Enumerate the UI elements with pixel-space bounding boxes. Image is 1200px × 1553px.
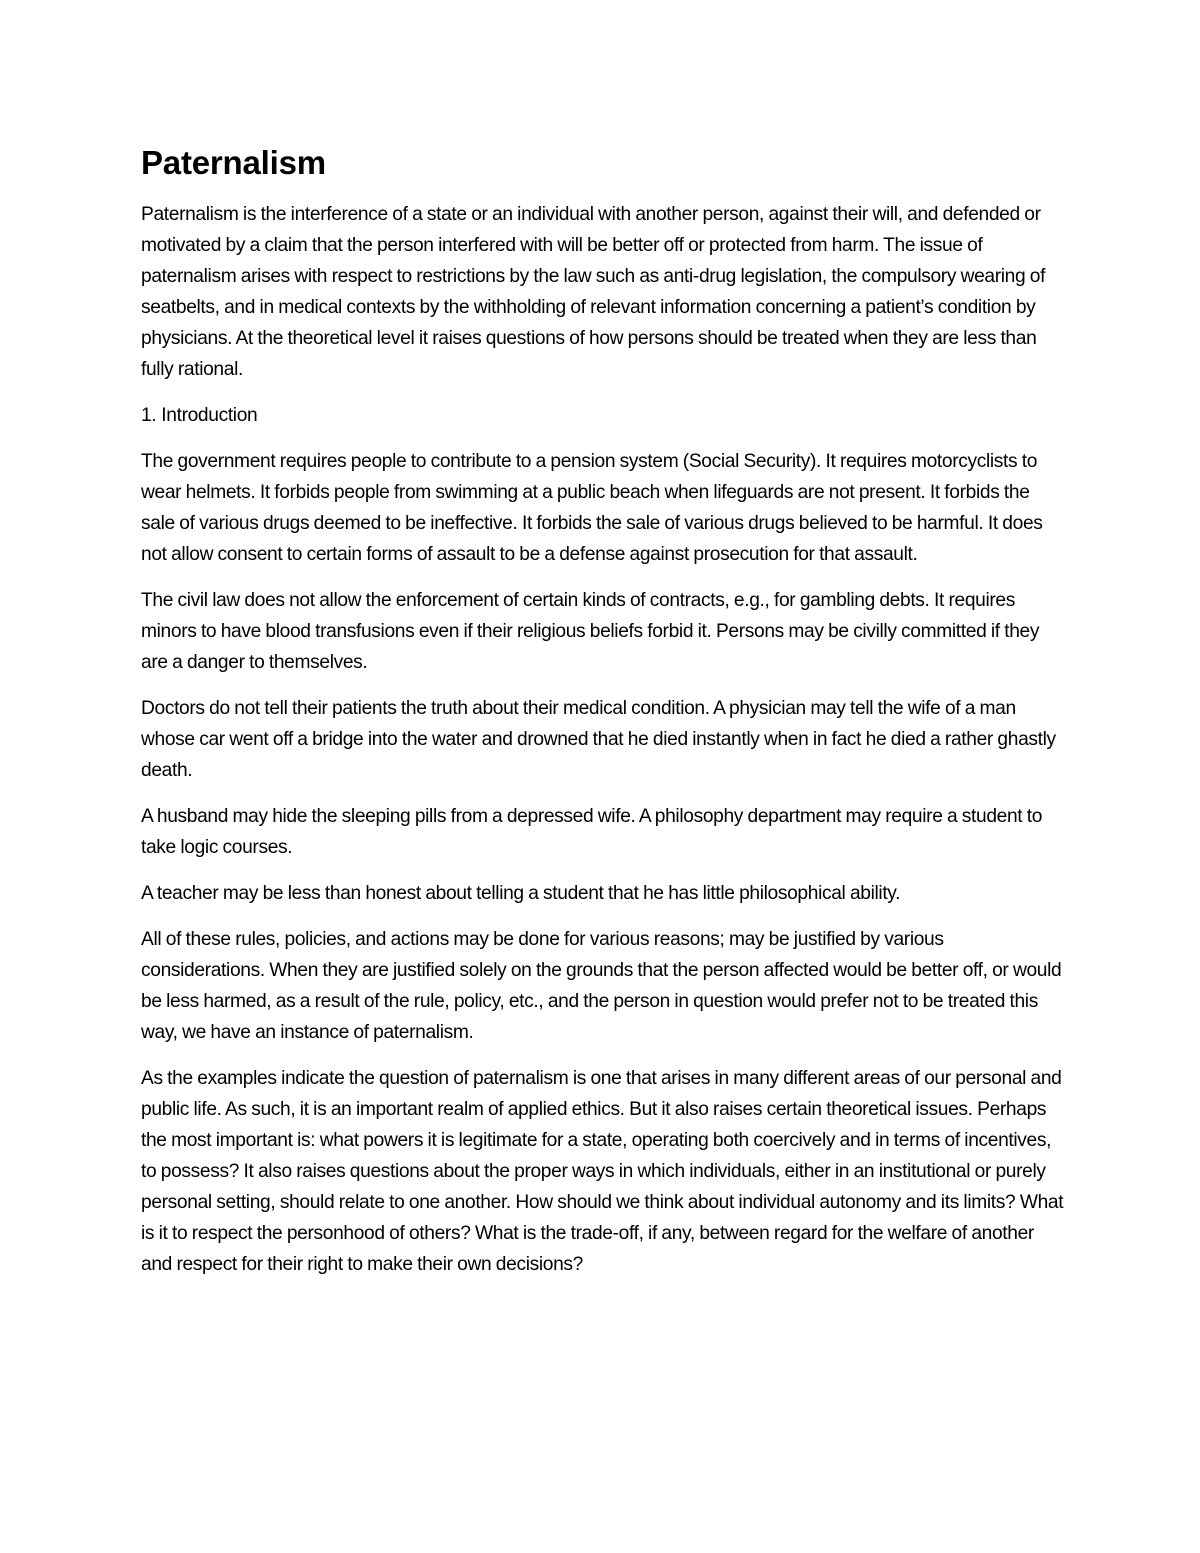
body-paragraph: Doctors do not tell their patients the truth about their medical condition. A physician may tell the wife of a man whose car went off a bridge into the water and drowned that he died instantly when in fact he died a rather ghastly death. <box>141 698 1056 781</box>
body-paragraph: A husband may hide the sleeping pills from a depressed wife. A philosophy department may require a student to take logic courses. <box>141 806 1043 858</box>
document-title: Paternalism <box>141 144 326 181</box>
intro-paragraph: Paternalism is the interference of a state or an individual with another person, against their will, and defended or motivated by a claim that the person interfered with will be better off or protected from harm. The issue of paternalism arises with respect to restrictions by the law such as anti-drug legislation, the compulsory wearing of seatbelts, and in medical contexts by the withholding of relevant information concerning a patient’s condition by physicians. At the theoretical level it raises questions of how persons should be treated when they are less than fully rational. <box>141 204 1046 380</box>
body-paragraph: The civil law does not allow the enforcement of certain kinds of contracts, e.g., for gambling debts. It requires minors to have blood transfusions even if their religious beliefs forbid it. Persons may be civilly committed if they are a danger to themselves. <box>141 590 1040 673</box>
body-paragraph: All of these rules, policies, and actions may be done for various reasons; may be justified by various considerations. When they are justified solely on the grounds that the person affected would be better off, or would be less harmed, as a result of the rule, policy, etc., and the person in question would prefer not to be treated this way, we have an instance of paternalism. <box>141 929 1062 1043</box>
body-paragraph: As the examples indicate the question of paternalism is one that arises in many different areas of our personal and public life. As such, it is an important realm of applied ethics. But it also raises certain theoretical issues. Perhaps the most important is: what powers it is legitimate for a state, operating both coercively and in terms of incentives, to possess? It also raises questions about the proper ways in which individuals, either in an institutional or purely personal setting, should relate to one another. How should we think about individual autonomy and its limits? What is it to respect the personhood of others? What is the trade-off, if any, between regard for the welfare of another and respect for their right to make their own decisions? <box>141 1068 1064 1275</box>
document-page <box>141 143 1066 1295</box>
body-paragraph: The government requires people to contribute to a pension system (Social Security). It requires motorcyclists to wear helmets. It forbids people from swimming at a public beach when lifeguards are not present. It forbids the sale of various drugs deemed to be ineffective. It forbids the sale of various drugs believed to be harmful. It does not allow consent to certain forms of assault to be a defense against prosecution for that assault. <box>141 451 1043 565</box>
body-paragraph: A teacher may be less than honest about telling a student that he has little philosophical ability. <box>141 883 901 904</box>
section-heading: 1. Introduction <box>141 405 258 426</box>
